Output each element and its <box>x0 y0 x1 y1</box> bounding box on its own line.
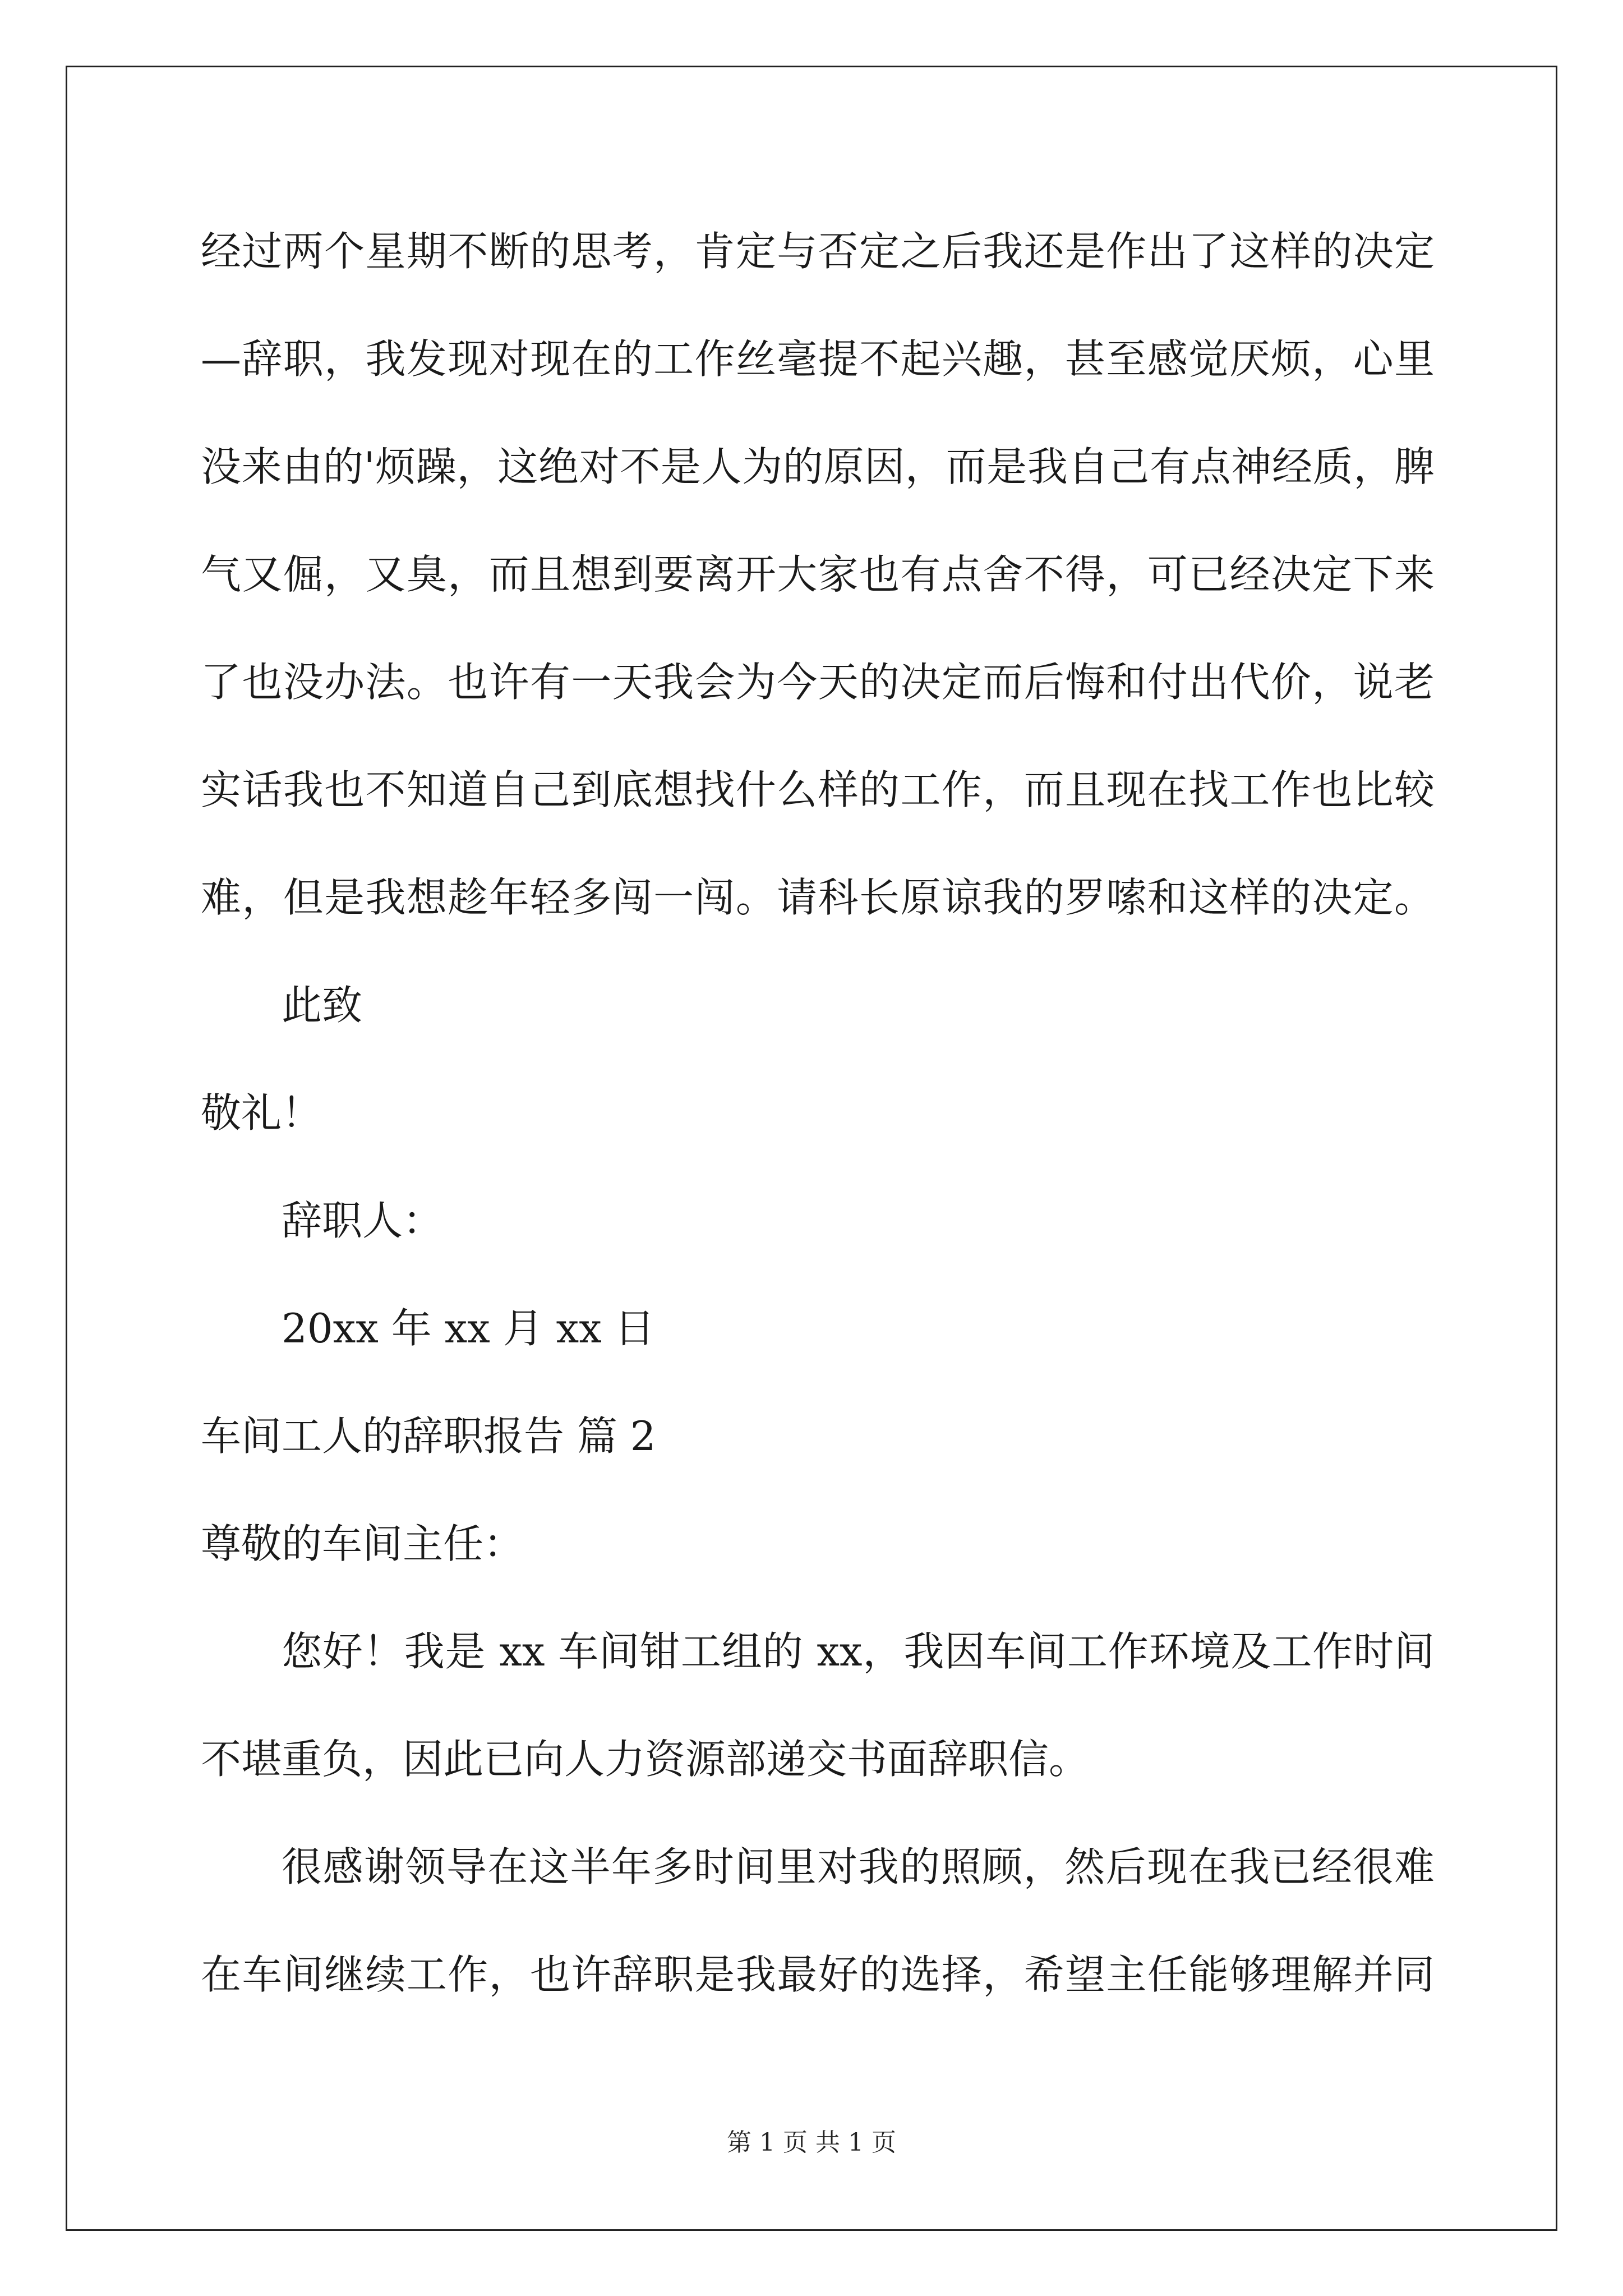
paragraph-line: 没来由的'烦躁，这绝对不是人为的原因，而是我自己有点神经质，脾 <box>201 443 1435 490</box>
closing-salutation: 此致 <box>282 982 363 1029</box>
paragraph-line: 您好！我是 xx 车间钳工组的 xx，我因车间工作环境及工作时间 <box>282 1628 1435 1675</box>
section-title: 车间工人的辞职报告 篇 2 <box>201 1412 656 1460</box>
closing-regards: 敬礼！ <box>201 1089 322 1137</box>
paragraph-line: 难，但是我想趁年轻多闯一闯。请科长原谅我的罗嗦和这样的决定。 <box>201 874 1435 921</box>
signature-date: 20xx 年 xx 月 xx 日 <box>282 1305 655 1352</box>
paragraph-line: 实话我也不知道自己到底想找什么样的工作，而且现在找工作也比较 <box>201 766 1435 813</box>
recipient-greeting: 尊敬的车间主任： <box>201 1520 524 1567</box>
page-number-footer: 第 1 页 共 1 页 <box>727 2128 896 2157</box>
paragraph-line: 在车间继续工作，也许辞职是我最好的选择，希望主任能够理解并同 <box>201 1951 1435 1998</box>
signature-label: 辞职人： <box>282 1197 444 1244</box>
paragraph-line: 不堪重负，因此已向人力资源部递交书面辞职信。 <box>201 1736 1090 1783</box>
paragraph-line: 气又倔，又臭，而且想到要离开大家也有点舍不得，可已经决定下来 <box>201 551 1435 598</box>
paragraph-line: —辞职，我发现对现在的工作丝毫提不起兴趣，甚至感觉厌烦，心里 <box>201 335 1435 383</box>
paragraph-line: 很感谢领导在这半年多时间里对我的照顾，然后现在我已经很难 <box>282 1843 1435 1890</box>
paragraph-line: 经过两个星期不断的思考，肯定与否定之后我还是作出了这样的决定 <box>201 228 1435 275</box>
paragraph-line: 了也没办法。也许有一天我会为今天的决定而后悔和付出代价，说老 <box>201 659 1435 706</box>
